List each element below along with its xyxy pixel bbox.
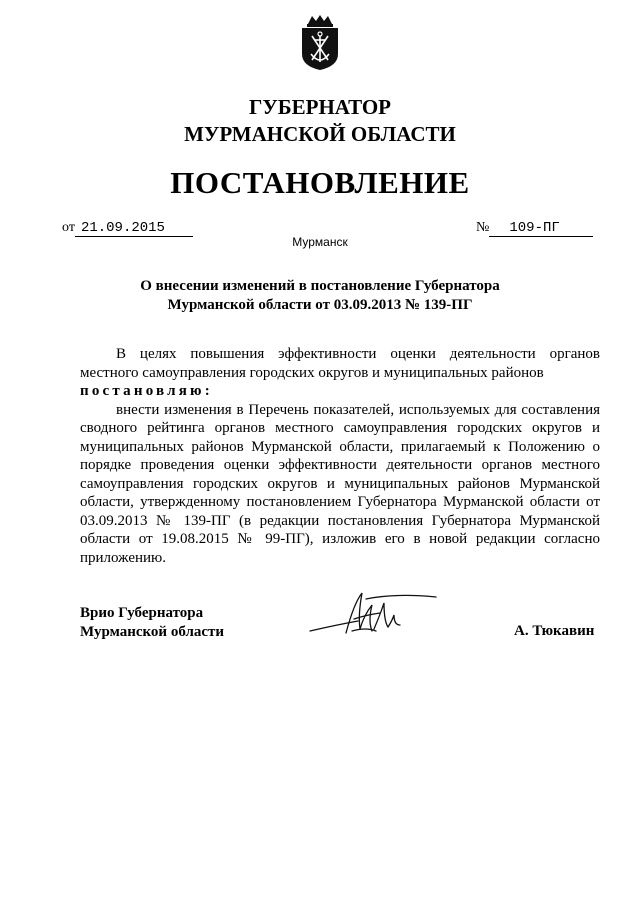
document-type-title: ПОСТАНОВЛЕНИЕ — [170, 165, 470, 200]
date-prefix: от — [62, 220, 75, 235]
body-intro: В целях повышения эффективности оценки деятельности органов местного самоуправления городских округов и муниципальных районов — [80, 346, 600, 381]
date-value: 21.09.2015 — [75, 221, 193, 237]
signatory-title-line1: Врио Губернатора — [80, 605, 204, 621]
body-text: внести изменения в Перечень показателей, используемых для составления сводного рейтинга органов местного самоуправления городских округов и муниципальных районов Мурманской области, прилагаемый к Положению о порядке проведения оценки эффективности деятельности органов местного самоуправления городских округов и муниципальных районов Мурманской области, утвержденному постановлением Губернатора Мурманской области от 03.09.2013 № 139-ПГ (в редакции постановления Губернатора Мурманской области от 19.08.2015 № 99-ПГ), изложив его в новой редакции согласно приложению. — [80, 401, 600, 566]
number-prefix: № — [476, 220, 490, 235]
subject-line1: О внесении изменений в постановление Губернатора — [140, 278, 500, 294]
subject-line2: Мурманской области от 03.09.2013 № 139-ПГ — [167, 297, 473, 313]
number-value: 109-ПГ — [489, 221, 593, 237]
handwritten-signature — [306, 585, 441, 647]
document-body — [80, 345, 600, 567]
signatory-title — [80, 604, 224, 641]
decree-word: постановляю: — [80, 383, 213, 399]
signatory-title-line2: Мурманской области — [80, 623, 225, 640]
issuer-title-line2: МУРМАНСКОЙ ОБЛАСТИ — [184, 122, 456, 146]
issue-city: Мурманск — [292, 235, 348, 249]
signatory-name: А. Тюкавин — [514, 623, 595, 639]
issuer-title-line1: ГУБЕРНАТОР — [248, 95, 392, 119]
coat-of-arms-emblem — [298, 14, 342, 72]
